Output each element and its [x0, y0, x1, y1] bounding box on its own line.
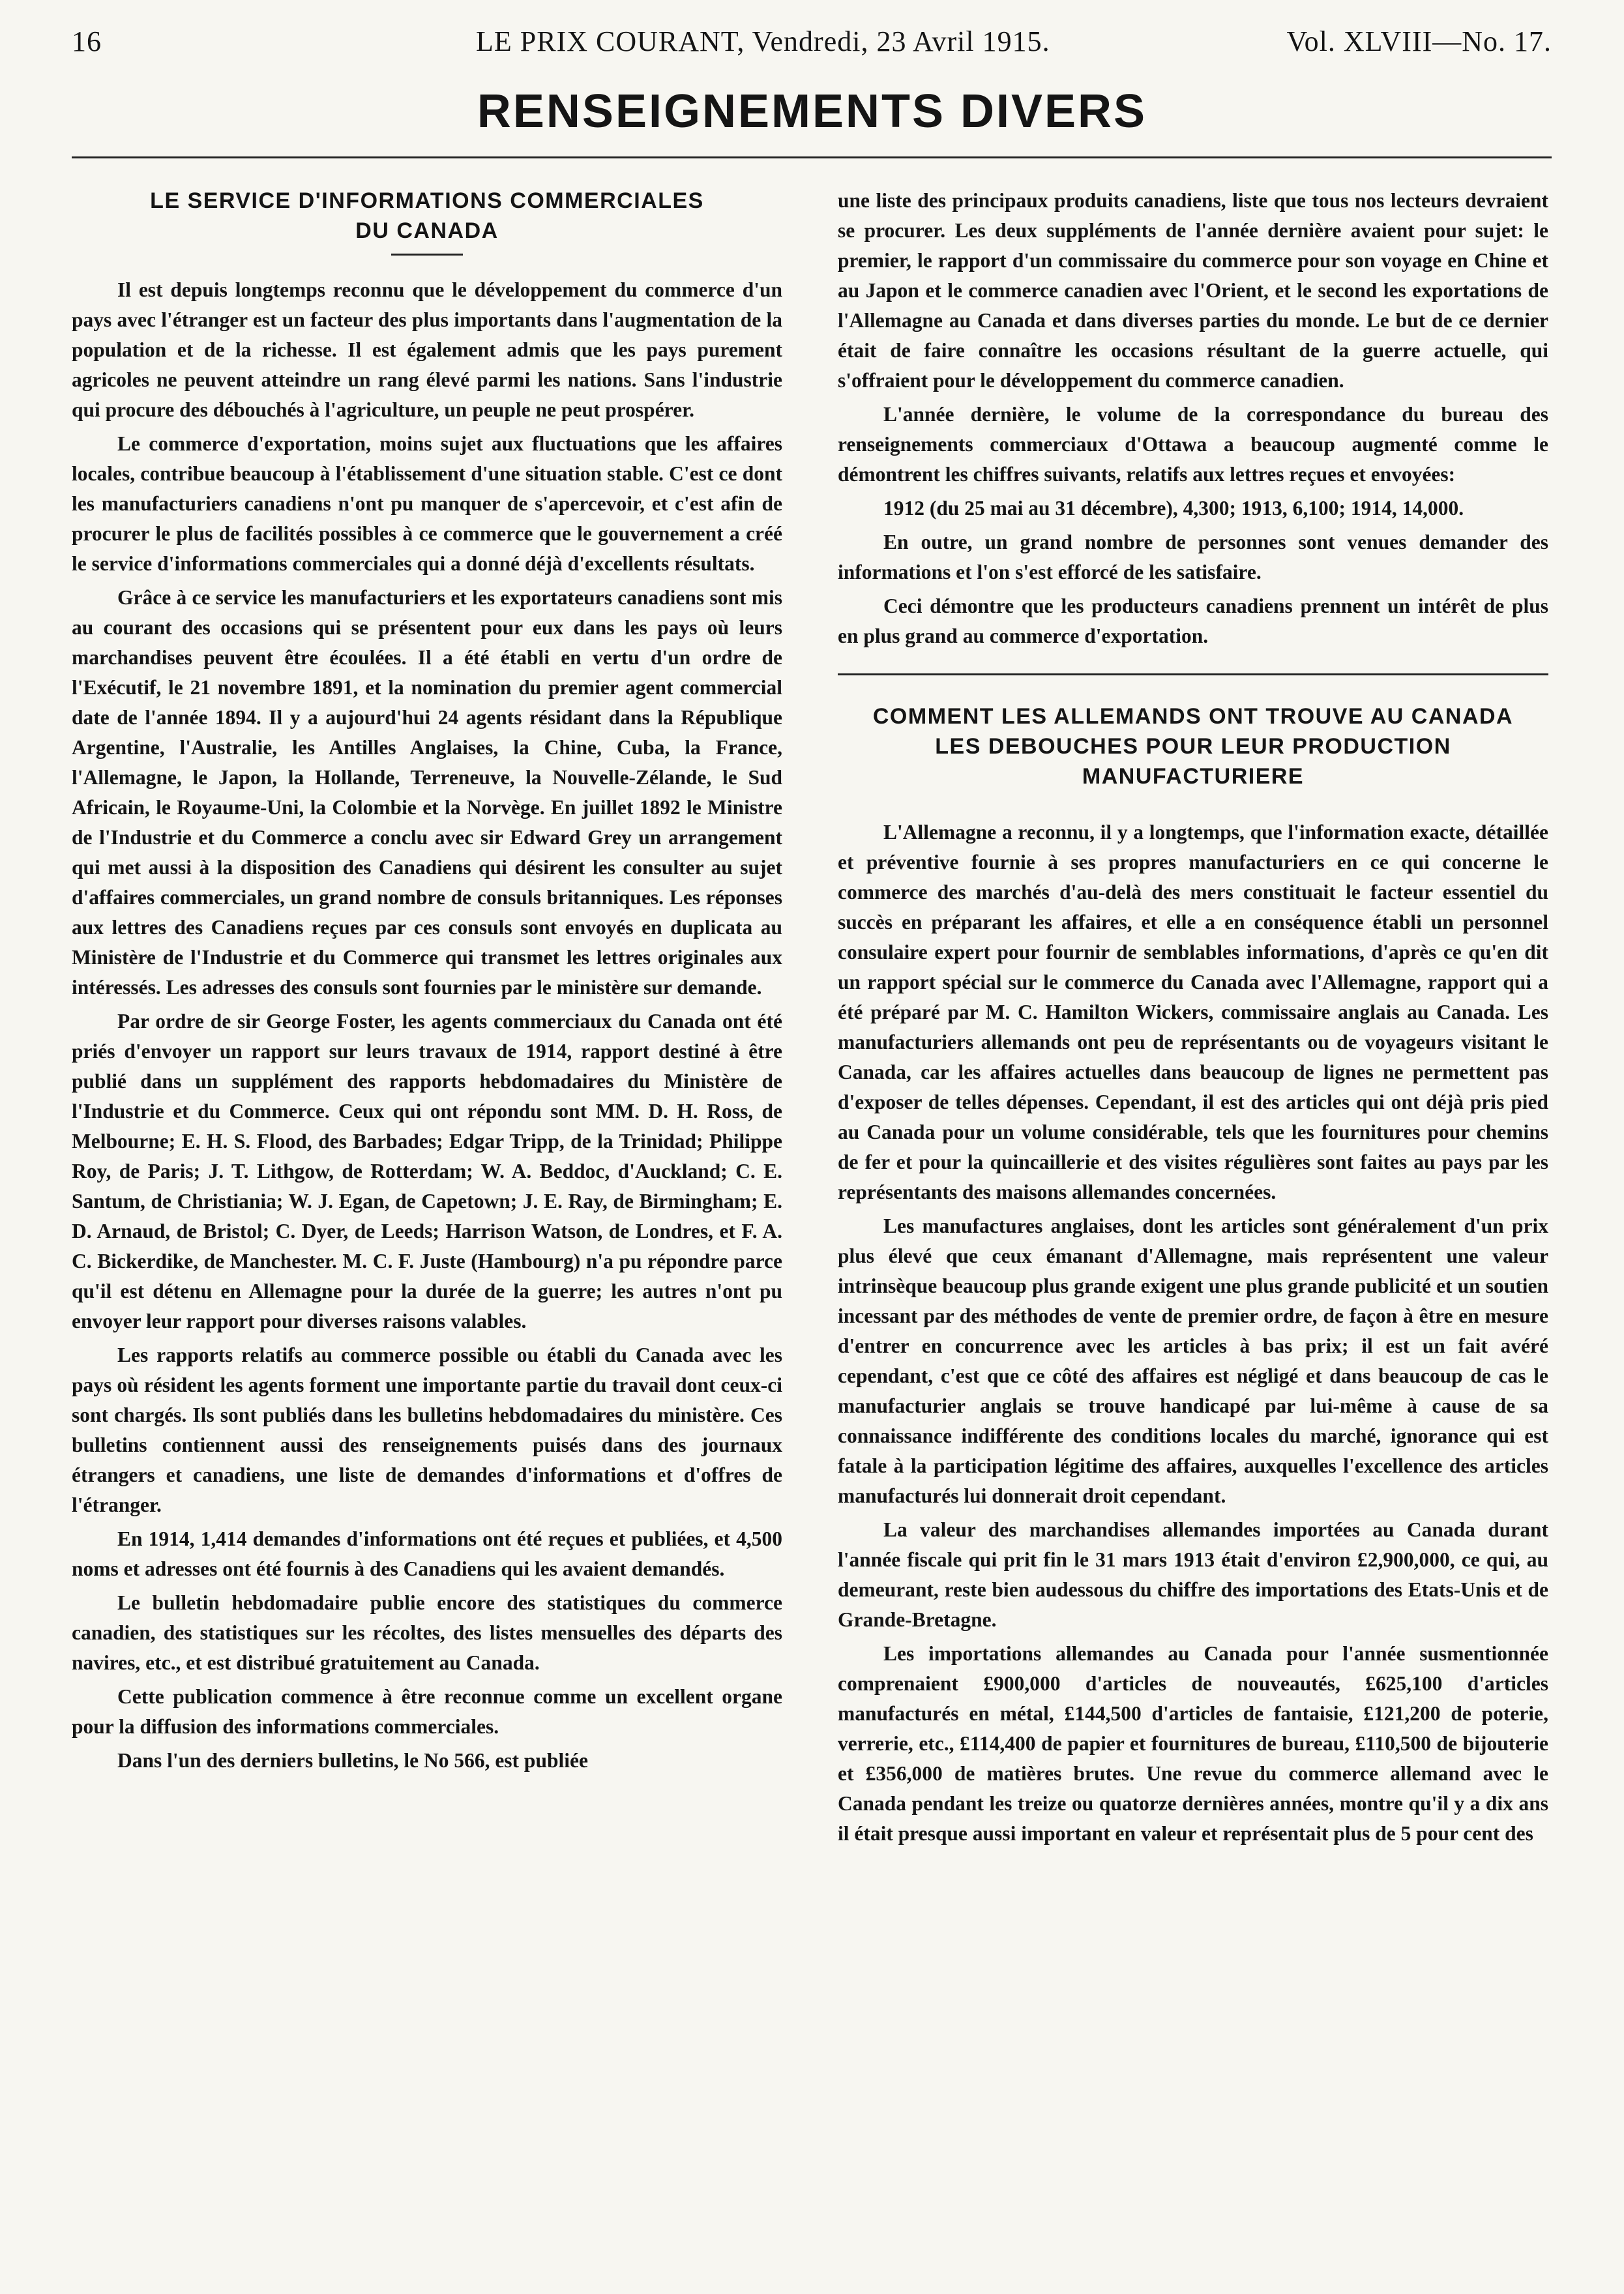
article1-title-line1: LE SERVICE D'INFORMATIONS COMMERCIALES — [150, 188, 704, 213]
header-rule — [72, 156, 1552, 158]
right-column — [838, 186, 1548, 2259]
spacer — [838, 799, 1548, 817]
paragraph: Dans l'un des derniers bulletins, le No 566, est publiée — [117, 1749, 588, 1772]
page-number: 16 — [72, 25, 102, 57]
page-header — [72, 25, 1552, 70]
publication-line: LE PRIX COURANT, Vendredi, 23 Avril 1915. — [476, 25, 1050, 57]
paragraph: Il est depuis longtemps reconnu que le développement du commerce d'un pays avec l'étranger est un facteur des plus importants dans l'augmentation de la population et de la richesse. Il est également admis que les pays purement agricoles ne peuvent atteindre un rang élevé parmi les nations. Sans l'industrie qui procure des débouchés à l'agriculture, un peuple ne peut prospérer. — [72, 278, 782, 421]
title-rule — [391, 254, 463, 256]
paragraph: Cette publication commence à être reconnue comme un excellent organe pour la diffusion des informations commerciales. — [72, 1685, 782, 1738]
paragraph: En 1914, 1,414 demandes d'informations ont été reçues et publiées, et 4,500 noms et adresses ont été fournis à des Canadiens qui les avaient demandés. — [72, 1527, 782, 1580]
paragraph: Les importations allemandes au Canada pour l'année susmentionnée comprenaient £900,000 d'articles de nouveautés, £625,100 d'articles manufacturés en métal, £144,500 d'articles de fantaisie, £121,200 de poterie, verrerie, etc., £114,400 de papier et fournitures de bureau, £110,500 de bijouterie et £356,000 de matières brutes. Une revue du commerce allemand avec le Canada pendant les treize ou quatorze dernières années, montre qu'il y a dix ans il était presque aussi important en valeur et représentait plus de 5 pour cent des — [838, 1642, 1548, 1845]
paragraph: Grâce à ce service les manufacturiers et les exportateurs canadiens sont mis au courant des occasions qui se présentent pour eux dans les pays où leurs marchandises peuvent être écoulées. Il a été établi en vertu d'un ordre de l'Exécutif, le 21 novembre 1891, et la nomination du premier agent commercial date de l'année 1894. Il y a aujourd'hui 24 agents résidant dans la République Argentine, l'Australie, les Antilles Anglaises, la Chine, Cuba, la France, l'Allemagne, le Japon, la Hollande, Terreneuve, la Nouvelle-Zélande, le Sud Africain, le Royaume-Uni, la Colombie et la Norvège. En juillet 1892 le Ministre de l'Industrie et du Commerce a conclu avec sir Edward Grey un arrangement qui met aussi à la disposition des Canadiens qui désirent les consulter au sujet d'affaires commerciales, un grand nombre de consuls britanniques. Les réponses aux lettres des Canadiens reçues par ces consuls sont envoyés en duplicata au Ministère de l'Industrie et du Commerce qui transmet les lettres originales aux intéressés. Les adresses des consuls sont fournies par le ministère sur demande. — [72, 586, 782, 999]
paragraph: L'année dernière, le volume de la correspondance du bureau des renseignements commerciaux d'Ottawa a beaucoup augmenté comme le démontrent les chiffres suivants, relatifs aux lettres reçues et envoyées: — [838, 403, 1548, 486]
section-title: RENSEIGNEMENTS DIVERS — [477, 85, 1147, 138]
paragraph: En outre, un grand nombre de personnes sont venues demander des informations et l'on s'est efforcé de les satisfaire. — [838, 531, 1548, 583]
paragraph: Le bulletin hebdomadaire publie encore des statistiques du commerce canadien, des statistiques sur les récoltes, des listes mensuelles des départs des navires, etc., et est distribué gratuitement au Canada. — [72, 1591, 782, 1674]
paragraph: Le commerce d'exportation, moins sujet aux fluctuations que les affaires locales, contribue beaucoup à l'établissement d'une situation stable. C'est ce dont les manufacturiers canadiens n'ont pu manquer de s'apercevoir, et c'est afin de procurer le plus de facilités possibles à ce commerce que le gouvernement a créé le service d'informations commerciales qui a donné déjà d'excellents résultats. — [72, 432, 782, 575]
article1-title — [72, 186, 782, 246]
paragraph: 1912 (du 25 mai au 31 décembre), 4,300; 1913, 6,100; 1914, 14,000. — [883, 497, 1464, 520]
article2-title-line1: COMMENT LES ALLEMANDS ONT TROUVE AU CANADA — [872, 704, 1514, 729]
article2-title-line3: MANUFACTURIERE — [1082, 764, 1305, 789]
paragraph-continued: une liste des principaux produits canadiens, liste que tous nos lecteurs devraient se procurer. Les deux suppléments de l'année dernière avaient pour sujet: le premier, le rapport d'un commissaire du commerce pour son voyage en Chine et au Japon et le commerce canadien avec l'Orient, et le second les exportations de l'Allemagne au Canada et dans diverses parties du monde. Le but de ce dernier était de faire connaître les occasions résultant de la guerre actuelle, qui s'offraient pour le développement du commerce canadien. — [838, 189, 1548, 392]
paragraph: Les rapports relatifs au commerce possible ou établi du Canada avec les pays où résident les agents forment une importante partie du travail dont ceux-ci sont chargés. Ils sont publiés dans les bulletins hebdomadaires du ministère. Ces bulletins contiennent aussi des renseignements puisés dans des journaux étrangers et canadiens, une liste de demandes d'informations et d'offres de l'étranger. — [72, 1344, 782, 1516]
article2-title — [838, 701, 1548, 791]
left-column — [72, 186, 782, 2259]
paragraph: Ceci démontre que les producteurs canadiens prennent un intérêt de plus en plus grand au commerce d'exportation. — [838, 595, 1548, 647]
article-separator — [838, 673, 1548, 675]
volume-number: Vol. XLVIII—No. 17. — [1286, 25, 1552, 57]
article1-title-line2: DU CANADA — [355, 218, 499, 243]
paragraph: La valeur des marchandises allemandes importées au Canada durant l'année fiscale qui prit fin le 31 mars 1913 était d'environ £2,900,000, ce qui, au demeurant, reste bien audessous du chiffre des importations des Etats-Unis et de Grande-Bretagne. — [838, 1518, 1548, 1631]
article2-title-line2: LES DEBOUCHES POUR LEUR PRODUCTION — [935, 734, 1451, 759]
paragraph: Par ordre de sir George Foster, les agents commerciaux du Canada ont été priés d'envoyer un rapport sur leurs travaux de 1914, rapport destiné à être publié dans un supplément des rapports hebdomadaires du Ministère de l'Industrie et du Commerce. Ceux qui ont répondu sont MM. D. H. Ross, de Melbourne; E. H. S. Flood, des Barbades; Edgar Tripp, de la Trinidad; Philippe Roy, de Paris; J. T. Lithgow, de Rotterdam; W. A. Beddoc, d'Auckland; C. E. Santum, de Christiania; W. J. Egan, de Capetown; J. E. Ray, de Birmingham; E. D. Arnaud, de Bristol; C. Dyer, de Leeds; Harrison Watson, de Londres, et F. A. C. Bickerdike, de Manchester. M. C. F. Juste (Hambourg) n'a pu répondre parce qu'il est détenu en Allemagne pour la durée de la guerre; les autres n'ont pu envoyer leur rapport pour diverses raisons valables. — [72, 1010, 782, 1332]
paragraph: Les manufactures anglaises, dont les articles sont généralement d'un prix plus élevé que ceux émanant d'Allemagne, mais représentent une valeur intrinsèque beaucoup plus grande exigent une plus grande publicité et un soutien incessant par des méthodes de vente de premier ordre, de façon à être en mesure d'entrer en concurrence avec les articles à bas prix; il est un fait avéré cependant, c'est que ce côté des affaires est négligé et dans beaucoup de cas le manufacturier anglais se trouve handicapé par lui-même à cause de sa connaissance indifférente des conditions locales du marché, ignorance qui est fatale à la participation légitime des affaires, auxquelles l'excellence des articles manufacturés lui donnerait droit cependant. — [838, 1214, 1548, 1507]
paragraph: L'Allemagne a reconnu, il y a longtemps, que l'information exacte, détaillée et préventive fournie à ses propres manufacturiers en ce qui concerne le commerce des marchés d'au-delà des mers constituait le facteur essentiel du succès en préparant les affaires, et elle a en conséquence établi un personnel consulaire expert pour fournir de semblables informations, d'après ce qu'en dit un rapport spécial sur le commerce du Canada avec l'Allemagne, rapport qui a été préparé par M. C. Hamilton Wickers, commissaire anglais au Canada. Les manufacturiers allemands ont peu de représentants ou de voyageurs visitant le Canada, car les affaires actuelles dans beaucoup de lignes ne permettent pas d'exposer de telles dépenses. Cependant, il est des articles qui ont déjà pris pied au Canada pour un volume considérable, tels que les fournitures pour chemins de fer et pour la quincaillerie et des visites régulières sont faites au pays par les représentants des maisons allemandes concernées. — [838, 821, 1548, 1203]
